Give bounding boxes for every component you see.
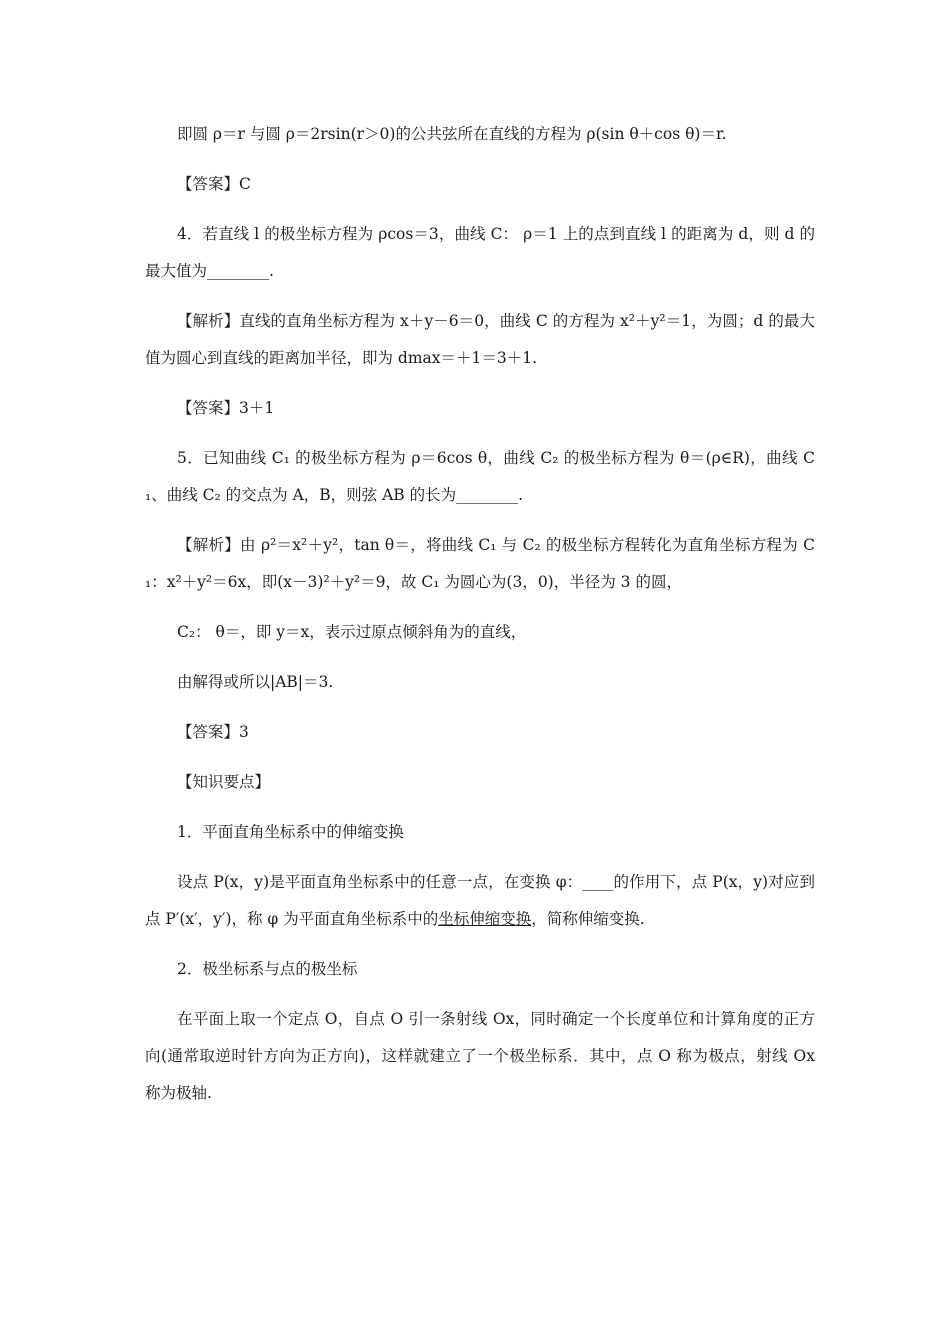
section-1-body xyxy=(145,864,815,938)
section-1-heading: 1．平面直角坐标系中的伸缩变换 xyxy=(177,823,404,841)
solution-5: 【解析】由 ρ²＝x²＋y²，tan θ＝，将曲线 C₁ 与 C₂ 的极坐标方程转化为直角坐标方程为 C₁：x²＋y²＝6x，即(x－3)²＋y²＝9，故 C₁ 为圆心为(3，0)，半径为 3 的圆， xyxy=(145,536,815,591)
solution-5-result: 由解得或所以|AB|＝3. xyxy=(177,673,334,691)
question-4: 4．若直线 l 的极坐标方程为 ρcos＝3，曲线 C： ρ＝1 上的点到直线 l 的距离为 d，则 d 的最大值为________. xyxy=(145,225,815,280)
answer-3: 【答案】C xyxy=(177,175,251,193)
section-2-heading: 2．极坐标系与点的极坐标 xyxy=(177,960,358,978)
knowledge-points-heading: 【知识要点】 xyxy=(177,773,271,791)
section-2-body: 在平面上取一个定点 O，自点 O 引一条射线 Ox，同时确定一个长度单位和计算角度的正方向(通常取逆时针方向为正方向)，这样就建立了一个极坐标系．其中，点 O 称为极点，射线 Ox 称为极轴. xyxy=(145,1010,815,1102)
section-1-body-part-b: ，简称伸缩变换. xyxy=(531,910,645,928)
answer-5: 【答案】3 xyxy=(177,723,249,741)
term-coordinate-scaling-transform: 坐标伸缩变换 xyxy=(438,910,532,928)
section-1-body-part-a: 设点 P(x，y)是平面直角坐标系中的任意一点，在变换 φ：____的作用下，点 P(x，y)对应到点 P′(x′，y′)，称 φ 为平面直角坐标系中的 xyxy=(145,873,815,928)
answer-4: 【答案】3＋1 xyxy=(177,399,275,417)
solution-4: 【解析】直线的直角坐标方程为 x＋y－6＝0，曲线 C 的方程为 x²＋y²＝1，为圆；d 的最大值为圆心到直线的距离加半径，即为 dmax＝＋1＝3＋1. xyxy=(145,312,815,367)
solution-5-c2: C₂： θ＝，即 y＝x，表示过原点倾斜角为的直线， xyxy=(177,623,527,641)
question-5: 5．已知曲线 C₁ 的极坐标方程为 ρ＝6cos θ，曲线 C₂ 的极坐标方程为 θ＝(ρ∈R)，曲线 C₁、曲线 C₂ 的交点为 A，B，则弦 AB 的长为________. xyxy=(145,449,815,504)
document-page xyxy=(145,116,815,1125)
paragraph-common-chord: 即圆 ρ＝r 与圆 ρ＝2rsin(r＞0)的公共弦所在直线的方程为 ρ(sin θ＋cos θ)＝r. xyxy=(177,125,727,143)
